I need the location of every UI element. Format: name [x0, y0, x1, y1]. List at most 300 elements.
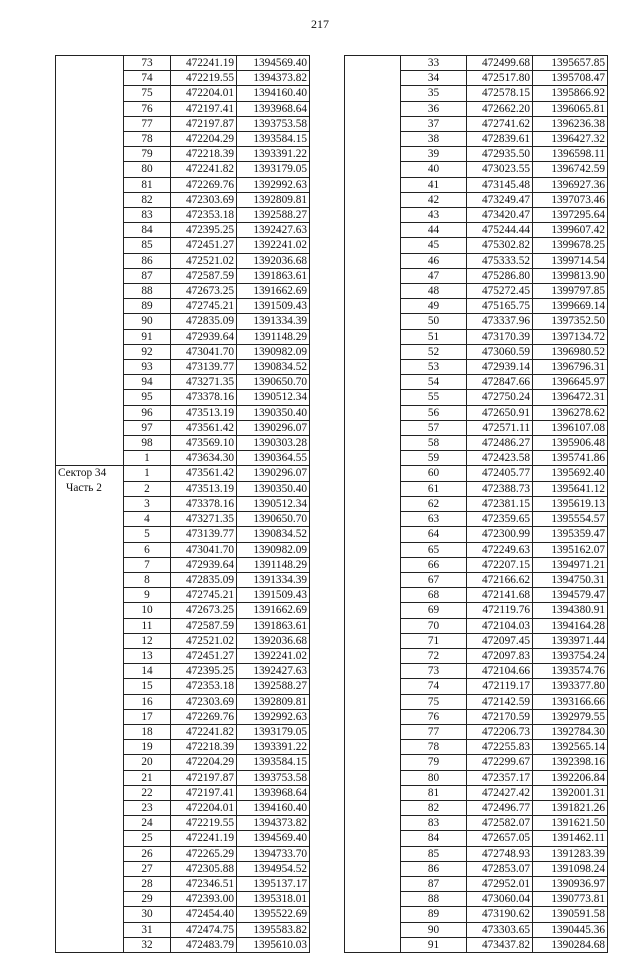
x-coordinate-cell: 472255.83: [467, 740, 533, 755]
point-number-cell: 82: [401, 800, 467, 815]
y-coordinate-cell: 1390591.58: [533, 907, 608, 922]
x-coordinate-cell: 472952.01: [467, 876, 533, 891]
point-number-cell: 56: [401, 405, 467, 420]
x-coordinate-cell: 472265.29: [171, 846, 237, 861]
y-coordinate-cell: 1391662.69: [237, 603, 310, 618]
x-coordinate-cell: 475244.44: [467, 223, 533, 238]
y-coordinate-cell: 1397134.72: [533, 329, 608, 344]
y-coordinate-cell: 1395657.85: [533, 56, 608, 71]
y-coordinate-cell: 1394160.40: [237, 86, 310, 101]
point-number-cell: 58: [401, 436, 467, 451]
x-coordinate-cell: 472197.87: [171, 770, 237, 785]
y-coordinate-cell: 1393968.64: [237, 785, 310, 800]
point-number-cell: 80: [124, 162, 171, 177]
x-coordinate-cell: 472353.18: [171, 208, 237, 223]
point-number-cell: 2: [124, 481, 171, 496]
x-coordinate-cell: 473634.30: [171, 451, 237, 466]
x-coordinate-cell: 473378.16: [171, 390, 237, 405]
point-number-cell: 78: [124, 132, 171, 147]
point-number-cell: 87: [124, 268, 171, 283]
x-coordinate-cell: 472935.50: [467, 147, 533, 162]
y-coordinate-cell: 1391148.29: [237, 329, 310, 344]
y-coordinate-cell: 1393584.15: [237, 755, 310, 770]
x-coordinate-cell: 472388.73: [467, 481, 533, 496]
y-coordinate-cell: 1390445.36: [533, 922, 608, 937]
x-coordinate-cell: 472662.20: [467, 101, 533, 116]
y-coordinate-cell: 1396107.08: [533, 420, 608, 435]
x-coordinate-cell: 472939.64: [171, 329, 237, 344]
x-coordinate-cell: 472393.00: [171, 892, 237, 907]
point-number-cell: 86: [401, 861, 467, 876]
y-coordinate-cell: 1394733.70: [237, 846, 310, 861]
x-coordinate-cell: 473513.19: [171, 481, 237, 496]
y-coordinate-cell: 1391334.39: [237, 572, 310, 587]
x-coordinate-cell: 475302.82: [467, 238, 533, 253]
point-number-cell: 68: [401, 588, 467, 603]
x-coordinate-cell: 472204.29: [171, 132, 237, 147]
point-number-cell: 7: [124, 557, 171, 572]
y-coordinate-cell: 1396598.11: [533, 147, 608, 162]
y-coordinate-cell: 1391621.50: [533, 816, 608, 831]
x-coordinate-cell: 473139.77: [171, 527, 237, 542]
y-coordinate-cell: 1394750.31: [533, 572, 608, 587]
x-coordinate-cell: 472197.41: [171, 785, 237, 800]
x-coordinate-cell: 472395.25: [171, 664, 237, 679]
point-number-cell: 95: [124, 390, 171, 405]
x-coordinate-cell: 472141.68: [467, 588, 533, 603]
y-coordinate-cell: 1394160.40: [237, 800, 310, 815]
point-number-cell: 20: [124, 755, 171, 770]
y-coordinate-cell: 1392036.68: [237, 633, 310, 648]
point-number-cell: 91: [124, 329, 171, 344]
y-coordinate-cell: 1393584.15: [237, 132, 310, 147]
point-number-cell: 96: [124, 405, 171, 420]
y-coordinate-cell: 1399813.90: [533, 268, 608, 283]
x-coordinate-cell: 472587.59: [171, 268, 237, 283]
point-number-cell: 45: [401, 238, 467, 253]
point-number-cell: 1: [124, 466, 171, 481]
y-coordinate-cell: 1399797.85: [533, 284, 608, 299]
x-coordinate-cell: 472269.76: [171, 709, 237, 724]
y-coordinate-cell: 1391509.43: [237, 299, 310, 314]
point-number-cell: 22: [124, 785, 171, 800]
y-coordinate-cell: 1392992.63: [237, 177, 310, 192]
y-coordinate-cell: 1396927.36: [533, 177, 608, 192]
y-coordinate-cell: 1390350.40: [237, 481, 310, 496]
x-coordinate-cell: 472474.75: [171, 922, 237, 937]
point-number-cell: 24: [124, 816, 171, 831]
y-coordinate-cell: 1393574.76: [533, 664, 608, 679]
y-coordinate-cell: 1397352.50: [533, 314, 608, 329]
point-number-cell: 18: [124, 724, 171, 739]
point-number-cell: 57: [401, 420, 467, 435]
y-coordinate-cell: 1395583.82: [237, 922, 310, 937]
point-number-cell: 4: [124, 512, 171, 527]
x-coordinate-cell: 472517.80: [467, 71, 533, 86]
point-number-cell: 90: [401, 922, 467, 937]
point-number-cell: 76: [401, 709, 467, 724]
x-coordinate-cell: 473145.48: [467, 177, 533, 192]
x-coordinate-cell: 472299.67: [467, 755, 533, 770]
x-coordinate-cell: 475165.75: [467, 299, 533, 314]
y-coordinate-cell: 1390650.70: [237, 512, 310, 527]
y-coordinate-cell: 1392979.55: [533, 709, 608, 724]
y-coordinate-cell: 1399669.14: [533, 299, 608, 314]
point-number-cell: 71: [401, 633, 467, 648]
point-number-cell: 98: [124, 436, 171, 451]
point-number-cell: 41: [401, 177, 467, 192]
y-coordinate-cell: 1396645.97: [533, 375, 608, 390]
y-coordinate-cell: 1390936.97: [533, 876, 608, 891]
x-coordinate-cell: 473271.35: [171, 512, 237, 527]
x-coordinate-cell: 472249.63: [467, 542, 533, 557]
x-coordinate-cell: 473060.04: [467, 892, 533, 907]
point-number-cell: 75: [124, 86, 171, 101]
y-coordinate-cell: 1395741.86: [533, 451, 608, 466]
point-number-cell: 16: [124, 694, 171, 709]
point-number-cell: 83: [124, 208, 171, 223]
x-coordinate-cell: 472745.21: [171, 299, 237, 314]
point-number-cell: 81: [401, 785, 467, 800]
y-coordinate-cell: 1392809.81: [237, 694, 310, 709]
y-coordinate-cell: 1392565.14: [533, 740, 608, 755]
point-number-cell: 8: [124, 572, 171, 587]
y-coordinate-cell: 1395359.47: [533, 527, 608, 542]
x-coordinate-cell: 472750.24: [467, 390, 533, 405]
x-coordinate-cell: 472204.01: [171, 86, 237, 101]
y-coordinate-cell: 1390834.52: [237, 527, 310, 542]
x-coordinate-cell: 472197.87: [171, 116, 237, 131]
y-coordinate-cell: 1392588.27: [237, 208, 310, 223]
x-coordinate-cell: 473561.42: [171, 466, 237, 481]
table-row: [345, 56, 608, 71]
point-number-cell: 39: [401, 147, 467, 162]
point-number-cell: 52: [401, 344, 467, 359]
y-coordinate-cell: 1395906.48: [533, 436, 608, 451]
y-coordinate-cell: 1393391.22: [237, 740, 310, 755]
point-number-cell: 83: [401, 816, 467, 831]
x-coordinate-cell: 472269.76: [171, 177, 237, 192]
y-coordinate-cell: 1393754.24: [533, 648, 608, 663]
point-number-cell: 88: [124, 284, 171, 299]
point-number-cell: 64: [401, 527, 467, 542]
x-coordinate-cell: 472218.39: [171, 740, 237, 755]
point-number-cell: 46: [401, 253, 467, 268]
x-coordinate-cell: 472241.19: [171, 56, 237, 71]
y-coordinate-cell: 1397073.46: [533, 192, 608, 207]
y-coordinate-cell: 1390284.68: [533, 937, 608, 952]
x-coordinate-cell: 472427.42: [467, 785, 533, 800]
point-number-cell: 59: [401, 451, 467, 466]
x-coordinate-cell: 473041.70: [171, 542, 237, 557]
y-coordinate-cell: 1393968.64: [237, 101, 310, 116]
y-coordinate-cell: 1390364.55: [237, 451, 310, 466]
y-coordinate-cell: 1394373.82: [237, 71, 310, 86]
y-coordinate-cell: 1392809.81: [237, 192, 310, 207]
x-coordinate-cell: 472839.61: [467, 132, 533, 147]
y-coordinate-cell: 1390296.07: [237, 466, 310, 481]
x-coordinate-cell: 473170.39: [467, 329, 533, 344]
y-coordinate-cell: 1392241.02: [237, 648, 310, 663]
x-coordinate-cell: 472499.68: [467, 56, 533, 71]
x-coordinate-cell: 472650.91: [467, 405, 533, 420]
point-number-cell: 53: [401, 360, 467, 375]
x-coordinate-cell: 472381.15: [467, 496, 533, 511]
point-number-cell: 15: [124, 679, 171, 694]
point-number-cell: 42: [401, 192, 467, 207]
y-coordinate-cell: 1393179.05: [237, 162, 310, 177]
y-coordinate-cell: 1392001.31: [533, 785, 608, 800]
y-coordinate-cell: 1392427.63: [237, 223, 310, 238]
x-coordinate-cell: 472097.45: [467, 633, 533, 648]
x-coordinate-cell: 472571.11: [467, 420, 533, 435]
x-coordinate-cell: 472166.62: [467, 572, 533, 587]
x-coordinate-cell: 473378.16: [171, 496, 237, 511]
y-coordinate-cell: 1391283.39: [533, 846, 608, 861]
x-coordinate-cell: 473060.59: [467, 344, 533, 359]
point-number-cell: 91: [401, 937, 467, 952]
x-coordinate-cell: 472451.27: [171, 238, 237, 253]
x-coordinate-cell: 472119.76: [467, 603, 533, 618]
x-coordinate-cell: 472197.41: [171, 101, 237, 116]
y-coordinate-cell: 1399607.42: [533, 223, 608, 238]
point-number-cell: 40: [401, 162, 467, 177]
point-number-cell: 44: [401, 223, 467, 238]
x-coordinate-cell: 472748.93: [467, 846, 533, 861]
y-coordinate-cell: 1392206.84: [533, 770, 608, 785]
x-coordinate-cell: 475286.80: [467, 268, 533, 283]
y-coordinate-cell: 1390303.28: [237, 436, 310, 451]
y-coordinate-cell: 1395619.13: [533, 496, 608, 511]
x-coordinate-cell: 473303.65: [467, 922, 533, 937]
x-coordinate-cell: 473139.77: [171, 360, 237, 375]
y-coordinate-cell: 1396980.52: [533, 344, 608, 359]
point-number-cell: 66: [401, 557, 467, 572]
point-number-cell: 12: [124, 633, 171, 648]
x-coordinate-cell: 472204.29: [171, 755, 237, 770]
x-coordinate-cell: 473337.96: [467, 314, 533, 329]
x-coordinate-cell: 472939.64: [171, 557, 237, 572]
y-coordinate-cell: 1391462.11: [533, 831, 608, 846]
point-number-cell: 61: [401, 481, 467, 496]
y-coordinate-cell: 1395318.01: [237, 892, 310, 907]
point-number-cell: 37: [401, 116, 467, 131]
x-coordinate-cell: 472486.27: [467, 436, 533, 451]
x-coordinate-cell: 472219.55: [171, 71, 237, 86]
point-number-cell: 73: [124, 56, 171, 71]
point-number-cell: 31: [124, 922, 171, 937]
x-coordinate-cell: 472303.69: [171, 694, 237, 709]
page-number: 217: [311, 17, 329, 31]
y-coordinate-cell: 1399678.25: [533, 238, 608, 253]
point-number-cell: 34: [401, 71, 467, 86]
x-coordinate-cell: 472521.02: [171, 253, 237, 268]
point-number-cell: 74: [124, 71, 171, 86]
y-coordinate-cell: 1395137.17: [237, 876, 310, 891]
x-coordinate-cell: 472423.58: [467, 451, 533, 466]
point-number-cell: 1: [124, 451, 171, 466]
x-coordinate-cell: 472405.77: [467, 466, 533, 481]
y-coordinate-cell: 1394373.82: [237, 816, 310, 831]
y-coordinate-cell: 1395866.92: [533, 86, 608, 101]
point-number-cell: 94: [124, 375, 171, 390]
x-coordinate-cell: 473249.47: [467, 192, 533, 207]
y-coordinate-cell: 1392398.16: [533, 755, 608, 770]
point-number-cell: 65: [401, 542, 467, 557]
point-number-cell: 62: [401, 496, 467, 511]
point-number-cell: 69: [401, 603, 467, 618]
y-coordinate-cell: 1396472.31: [533, 390, 608, 405]
point-number-cell: 36: [401, 101, 467, 116]
point-number-cell: 63: [401, 512, 467, 527]
point-number-cell: 51: [401, 329, 467, 344]
point-number-cell: 75: [401, 694, 467, 709]
x-coordinate-cell: 473271.35: [171, 375, 237, 390]
point-number-cell: 43: [401, 208, 467, 223]
point-number-cell: 11: [124, 618, 171, 633]
y-coordinate-cell: 1394569.40: [237, 56, 310, 71]
point-number-cell: 50: [401, 314, 467, 329]
point-number-cell: 29: [124, 892, 171, 907]
x-coordinate-cell: 472300.99: [467, 527, 533, 542]
x-coordinate-cell: 472741.62: [467, 116, 533, 131]
y-coordinate-cell: 1392427.63: [237, 664, 310, 679]
point-number-cell: 30: [124, 907, 171, 922]
point-number-cell: 80: [401, 770, 467, 785]
x-coordinate-cell: 472303.69: [171, 192, 237, 207]
point-number-cell: 92: [124, 344, 171, 359]
x-coordinate-cell: 473041.70: [171, 344, 237, 359]
x-coordinate-cell: 473437.82: [467, 937, 533, 952]
x-coordinate-cell: 472483.79: [171, 937, 237, 952]
y-coordinate-cell: 1395610.03: [237, 937, 310, 952]
x-coordinate-cell: 472241.82: [171, 724, 237, 739]
point-number-cell: 70: [401, 618, 467, 633]
x-coordinate-cell: 472395.25: [171, 223, 237, 238]
x-coordinate-cell: 472745.21: [171, 588, 237, 603]
coordinates-table-left: [55, 55, 310, 953]
x-coordinate-cell: 472104.03: [467, 618, 533, 633]
point-number-cell: 14: [124, 664, 171, 679]
y-coordinate-cell: 1391662.69: [237, 284, 310, 299]
point-number-cell: 10: [124, 603, 171, 618]
y-coordinate-cell: 1393377.80: [533, 679, 608, 694]
x-coordinate-cell: 472204.01: [171, 800, 237, 815]
sector-cell: [56, 56, 124, 466]
y-coordinate-cell: 1394569.40: [237, 831, 310, 846]
x-coordinate-cell: 472451.27: [171, 648, 237, 663]
x-coordinate-cell: 475333.52: [467, 253, 533, 268]
point-number-cell: 88: [401, 892, 467, 907]
y-coordinate-cell: 1396427.32: [533, 132, 608, 147]
point-number-cell: 38: [401, 132, 467, 147]
point-number-cell: 78: [401, 740, 467, 755]
x-coordinate-cell: 472847.66: [467, 375, 533, 390]
point-number-cell: 86: [124, 253, 171, 268]
y-coordinate-cell: 1396236.38: [533, 116, 608, 131]
point-number-cell: 25: [124, 831, 171, 846]
y-coordinate-cell: 1390512.34: [237, 496, 310, 511]
x-coordinate-cell: 472578.15: [467, 86, 533, 101]
y-coordinate-cell: 1394164.28: [533, 618, 608, 633]
y-coordinate-cell: 1395554.57: [533, 512, 608, 527]
point-number-cell: 49: [401, 299, 467, 314]
point-number-cell: 3: [124, 496, 171, 511]
point-number-cell: 17: [124, 709, 171, 724]
x-coordinate-cell: 472657.05: [467, 831, 533, 846]
point-number-cell: 28: [124, 876, 171, 891]
point-number-cell: 90: [124, 314, 171, 329]
point-number-cell: 87: [401, 876, 467, 891]
y-coordinate-cell: 1390982.09: [237, 344, 310, 359]
point-number-cell: 72: [401, 648, 467, 663]
x-coordinate-cell: 472357.17: [467, 770, 533, 785]
y-coordinate-cell: 1395692.40: [533, 466, 608, 481]
point-number-cell: 93: [124, 360, 171, 375]
point-number-cell: 32: [124, 937, 171, 952]
x-coordinate-cell: 472835.09: [171, 572, 237, 587]
y-coordinate-cell: 1394380.91: [533, 603, 608, 618]
point-number-cell: 19: [124, 740, 171, 755]
x-coordinate-cell: 472454.40: [171, 907, 237, 922]
y-coordinate-cell: 1390350.40: [237, 405, 310, 420]
sector-cell: [56, 466, 124, 953]
sector-cell: [345, 56, 401, 953]
point-number-cell: 48: [401, 284, 467, 299]
x-coordinate-cell: 472219.55: [171, 816, 237, 831]
x-coordinate-cell: 472241.19: [171, 831, 237, 846]
table-row: [56, 56, 310, 71]
point-number-cell: 77: [124, 116, 171, 131]
x-coordinate-cell: 472207.15: [467, 557, 533, 572]
x-coordinate-cell: 472206.73: [467, 724, 533, 739]
y-coordinate-cell: 1396278.62: [533, 405, 608, 420]
y-coordinate-cell: 1396065.81: [533, 101, 608, 116]
point-number-cell: 85: [401, 846, 467, 861]
point-number-cell: 76: [124, 101, 171, 116]
point-number-cell: 77: [401, 724, 467, 739]
y-coordinate-cell: 1391098.24: [533, 861, 608, 876]
x-coordinate-cell: 472170.59: [467, 709, 533, 724]
x-coordinate-cell: 472582.07: [467, 816, 533, 831]
x-coordinate-cell: 473569.10: [171, 436, 237, 451]
point-number-cell: 6: [124, 542, 171, 557]
y-coordinate-cell: 1395522.69: [237, 907, 310, 922]
x-coordinate-cell: 472521.02: [171, 633, 237, 648]
y-coordinate-cell: 1392241.02: [237, 238, 310, 253]
point-number-cell: 79: [124, 147, 171, 162]
x-coordinate-cell: 472218.39: [171, 147, 237, 162]
y-coordinate-cell: 1391863.61: [237, 268, 310, 283]
point-number-cell: 5: [124, 527, 171, 542]
sector-label: Сектор 34: [58, 467, 107, 480]
y-coordinate-cell: 1392784.30: [533, 724, 608, 739]
y-coordinate-cell: 1390773.81: [533, 892, 608, 907]
x-coordinate-cell: 472241.82: [171, 162, 237, 177]
x-coordinate-cell: 472673.25: [171, 284, 237, 299]
point-number-cell: 74: [401, 679, 467, 694]
point-number-cell: 26: [124, 846, 171, 861]
y-coordinate-cell: 1396742.59: [533, 162, 608, 177]
point-number-cell: 85: [124, 238, 171, 253]
point-number-cell: 81: [124, 177, 171, 192]
y-coordinate-cell: 1391863.61: [237, 618, 310, 633]
point-number-cell: 47: [401, 268, 467, 283]
x-coordinate-cell: 472104.66: [467, 664, 533, 679]
x-coordinate-cell: 475272.45: [467, 284, 533, 299]
x-coordinate-cell: 472142.59: [467, 694, 533, 709]
point-number-cell: 89: [124, 299, 171, 314]
